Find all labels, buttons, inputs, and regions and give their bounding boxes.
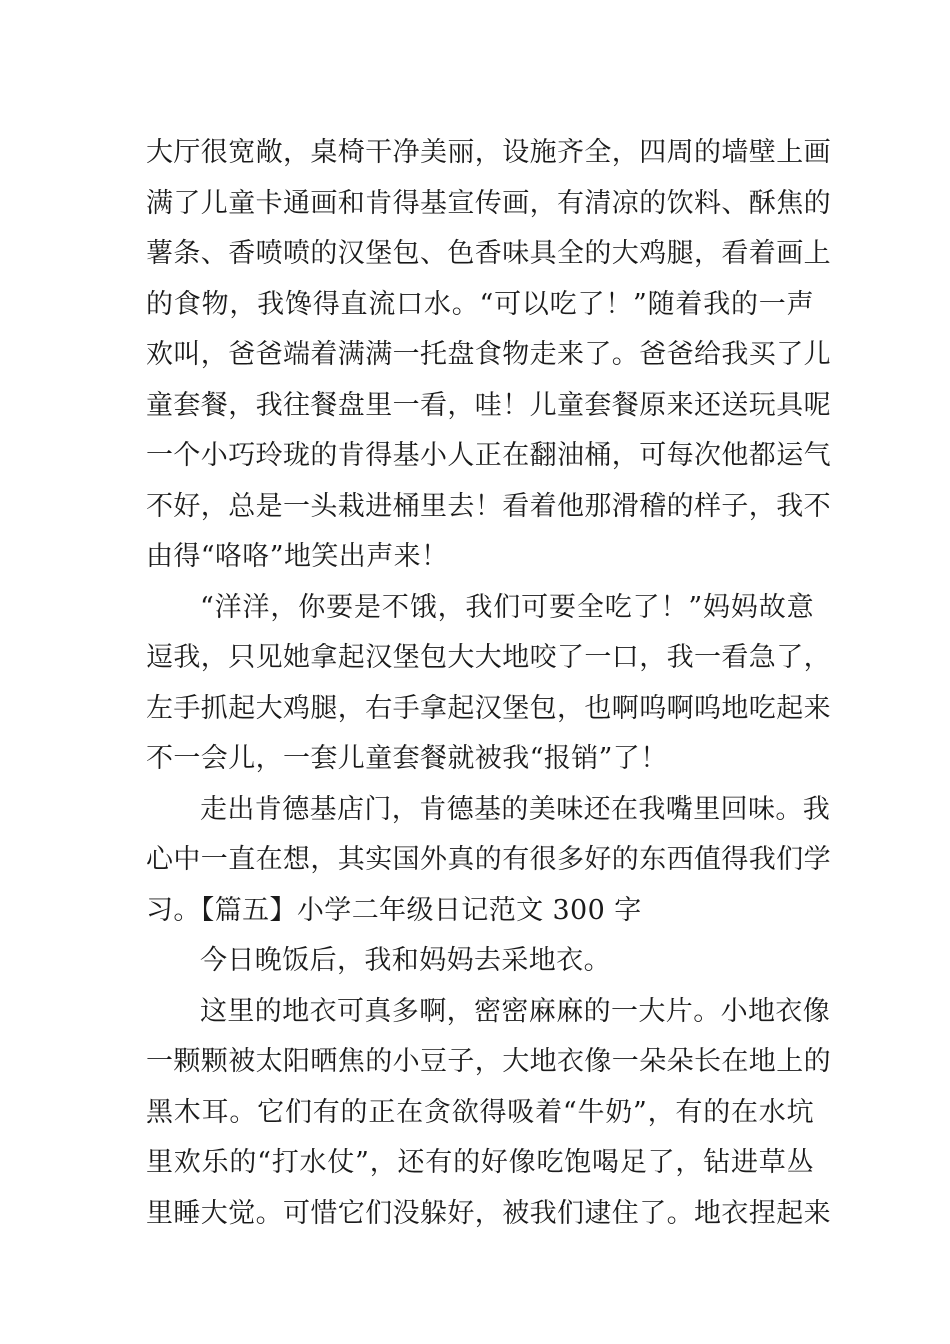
text-line: 满了儿童卡通画和肯得基宣传画，有清凉的饮料、酥焦的 — [146, 187, 831, 219]
text-line: 逗我，只见她拿起汉堡包大大地咬了一口，我一看急了， — [146, 642, 831, 673]
text-line: 今日晚饭后，我和妈妈去采地衣。 — [200, 945, 611, 976]
document-body — [146, 128, 831, 1239]
text-line: 不一会儿，一套儿童套餐就被我“报销”了！ — [146, 743, 668, 774]
text-line: 薯条、香喷喷的汉堡包、色香味具全的大鸡腿，看着画上 — [146, 238, 831, 269]
text-line: 的食物，我馋得直流口水。“可以吃了！”随着我的一声 — [146, 288, 814, 320]
section-heading-line: 习。【篇五】小学二年级日记范文 300 字 — [146, 894, 642, 926]
text-line: 欢叫，爸爸端着满满一托盘食物走来了。爸爸给我买了儿 — [146, 339, 831, 370]
text-line: 里欢乐的“打水仗”，还有的好像吃饱喝足了，钻进草丛 — [146, 1147, 814, 1178]
text-line: “洋洋，你要是不饿，我们可要全吃了！”妈妈故意 — [200, 591, 814, 623]
text-line: 黑木耳。它们有的正在贪欲得吸着“牛奶”，有的在水坑 — [146, 1096, 814, 1128]
text-line: 大厅很宽敞，桌椅干净美丽，设施齐全，四周的墙壁上画 — [146, 137, 831, 168]
text-line: 一颗颗被太阳晒焦的小豆子，大地衣像一朵朵长在地上的 — [146, 1046, 831, 1077]
text-line: 一个小巧玲珑的肯得基小人正在翻油桶，可每次他都运气 — [146, 440, 831, 471]
text-line: 心中一直在想，其实国外真的有很多好的东西值得我们学 — [146, 844, 831, 875]
text-line: 童套餐，我往餐盘里一看，哇！儿童套餐原来还送玩具呢 — [146, 389, 831, 421]
text-line: 里睡大觉。可惜它们没躲好，被我们逮住了。地衣捏起来 — [146, 1197, 831, 1229]
text-line: 走出肯德基店门，肯德基的美味还在我嘴里回味。我 — [200, 793, 831, 825]
text-line: 不好，总是一头栽进桶里去！看着他那滑稽的样子，我不 — [146, 490, 831, 522]
text-line: 由得“咯咯”地笑出声来！ — [146, 541, 449, 572]
text-line: 这里的地衣可真多啊，密密麻麻的一大片。小地衣像 — [200, 995, 831, 1027]
text-line: 左手抓起大鸡腿，右手拿起汉堡包，也啊呜啊呜地吃起来 — [146, 692, 831, 724]
